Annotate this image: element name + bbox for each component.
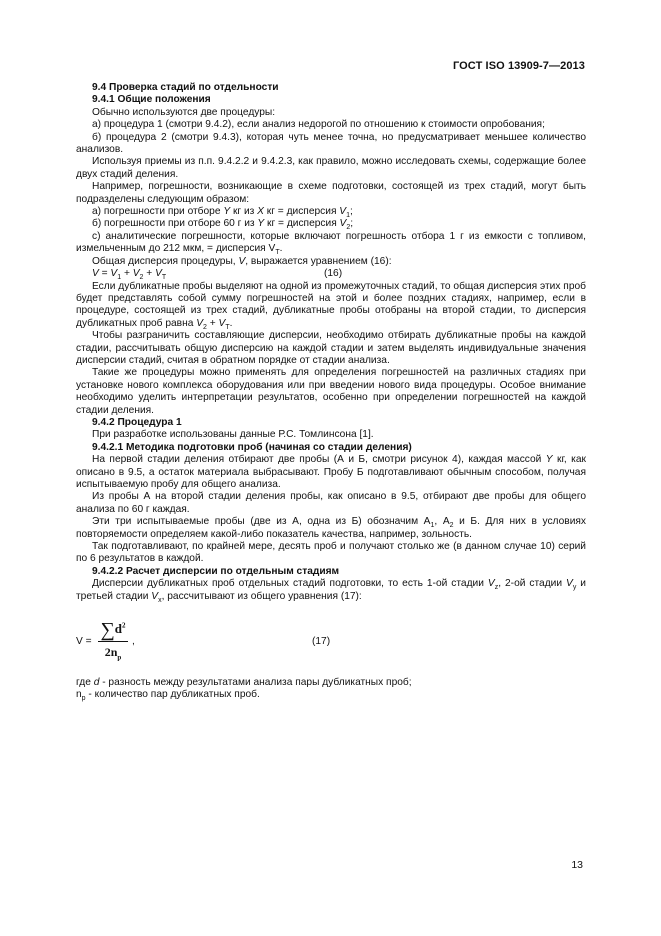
paragraph: а) процедура 1 (смотри 9.4.2), если анализ недорогой по отношению к стоимости опробования; (92, 119, 545, 131)
section-9-4-title: 9.4 Проверка стадий по отдельности (92, 82, 279, 93)
paragraph: Например, погрешности, возникающие в схеме подготовки, состоящей из трех стадий, могут быть подразделены следующим образом: (76, 181, 586, 205)
page-number: 13 (571, 859, 583, 871)
section-9-4-2-2-title: 9.4.2.2 Расчет дисперсии по отдельным стадиям (92, 565, 340, 577)
equation-number: (17) (312, 636, 331, 648)
section-9-4-2-1-title: 9.4.2.1 Методика подготовки проб (начиная со стадии деления) (92, 441, 412, 453)
paragraph: Общая дисперсия процедуры, V, выражается уравнением (16): (92, 255, 392, 267)
paragraph: с) аналитические погрешности, которые включают погрешность отбора 1 г из емкости с топливом, измельченным до 212 мкм, = дисперсия $V_T$. (76, 230, 586, 257)
definition-np: $n_p$ - количество пар дубликатных проб. (76, 689, 260, 703)
document-body (76, 82, 586, 702)
section-9-4-1-title: 9.4.1 Общие положения (92, 94, 211, 106)
fraction-bar (98, 641, 128, 642)
paragraph: Чтобы разграничить составляющие дисперсии, необходимо отбирать дубликатные пробы на каждой стадии, рассчитывать общую дисперсию на каждой стадии и затем выделять индивидуальные значения дисперсии стадий, считая в обратном порядке от стадии анализа. (76, 330, 586, 366)
paragraph: Такие же процедуры можно применять для определения погрешностей на различных стадиях при установке нового комплекса оборудования или при введении нового вида процедуры. Особое внимание необходимо уделить интерпретации результатов, особенно при определении погрешностей на каждой стадии деления. (76, 367, 586, 416)
section-9-4-2-title: 9.4.2 Процедура 1 (92, 416, 182, 428)
paragraph: Из пробы А на второй стадии деления пробы, как описано в 9.5, отбирают две пробы для общего анализа по 60 г каждая. (76, 491, 586, 515)
paragraph: Эти три испытываемые пробы (две из А, одна из Б) обозначим $А_1$, $А_2$ и Б. Для них в условиях повторяемости определяем какой-либо показатель качества, например, зольность. (76, 516, 586, 540)
equation-lhs: V = (76, 636, 92, 648)
equation-number: (16) (324, 268, 343, 280)
fraction-denominator: $2n_p$ (104, 645, 122, 662)
paragraph: Используя приемы из п.п. 9.4.2.2 и 9.4.2.3, как правило, можно исследовать схемы, содержащие более двух стадий деления. (76, 156, 586, 180)
paragraph: а) погрешности при отборе Y кг из X кг = дисперсия $V_1$; (92, 206, 353, 220)
paragraph: Если дубликатные пробы выделяют на одной из промежуточных стадий, то общая дисперсия этих проб будет представлять собой сумму погрешностей на этой и более поздних стадиях, например, если в процедуре, состоящей из трех стадий, дубликатные пробы отобраны на второй стадии, то дисперсия дубликатных проб равна $V_2 + V_T$. (76, 280, 586, 331)
paragraph: Так подготавливают, по крайней мере, десять проб и получают столько же (в данном случае 10) серий по 6 результатов в каждой. (76, 541, 586, 565)
fraction (98, 619, 128, 660)
equation-17: V = $\sum d^2$ $2n_p$ , (17) (76, 619, 331, 662)
paragraph: Дисперсии дубликатных проб отдельных стадий подготовки, то есть 1-ой стадии $V_z$, 2-ой стадии $V_y$ и третьей стадии $V_x$, рассчитывают из общего уравнения (17): (76, 578, 586, 604)
paragraph: б) процедура 2 (смотри 9.4.3), которая чуть менее точна, но предусматривает меньшее количество анализов. (76, 131, 586, 156)
fraction-numerator: $\sum d^2$ (100, 619, 126, 642)
paragraph: На первой стадии деления отбирают две пробы (А и Б, смотри рисунок 4), каждая массой Y кг, как описано в 9.5, а остаток материала выбрасывают. Пробу Б подготавливают обычным способом, получая испытываемую пробу для общего анализа. (76, 454, 586, 490)
document-header: ГОСТ ISO 13909-7—2013 (452, 60, 585, 72)
paragraph: При разработке использованы данные Р.С. Томлинсона [1]. (92, 429, 374, 441)
paragraph: Обычно используются две процедуры: (92, 106, 276, 118)
paragraph: б) погрешности при отборе 60 г из Y кг = дисперсия $V_2$; (92, 218, 354, 232)
equation-16: $V = V_1 + V_2 + V_T$ (16) (92, 268, 343, 282)
definition-d: где d - разность между результатами анализа пары дубликатных проб; (76, 677, 412, 689)
